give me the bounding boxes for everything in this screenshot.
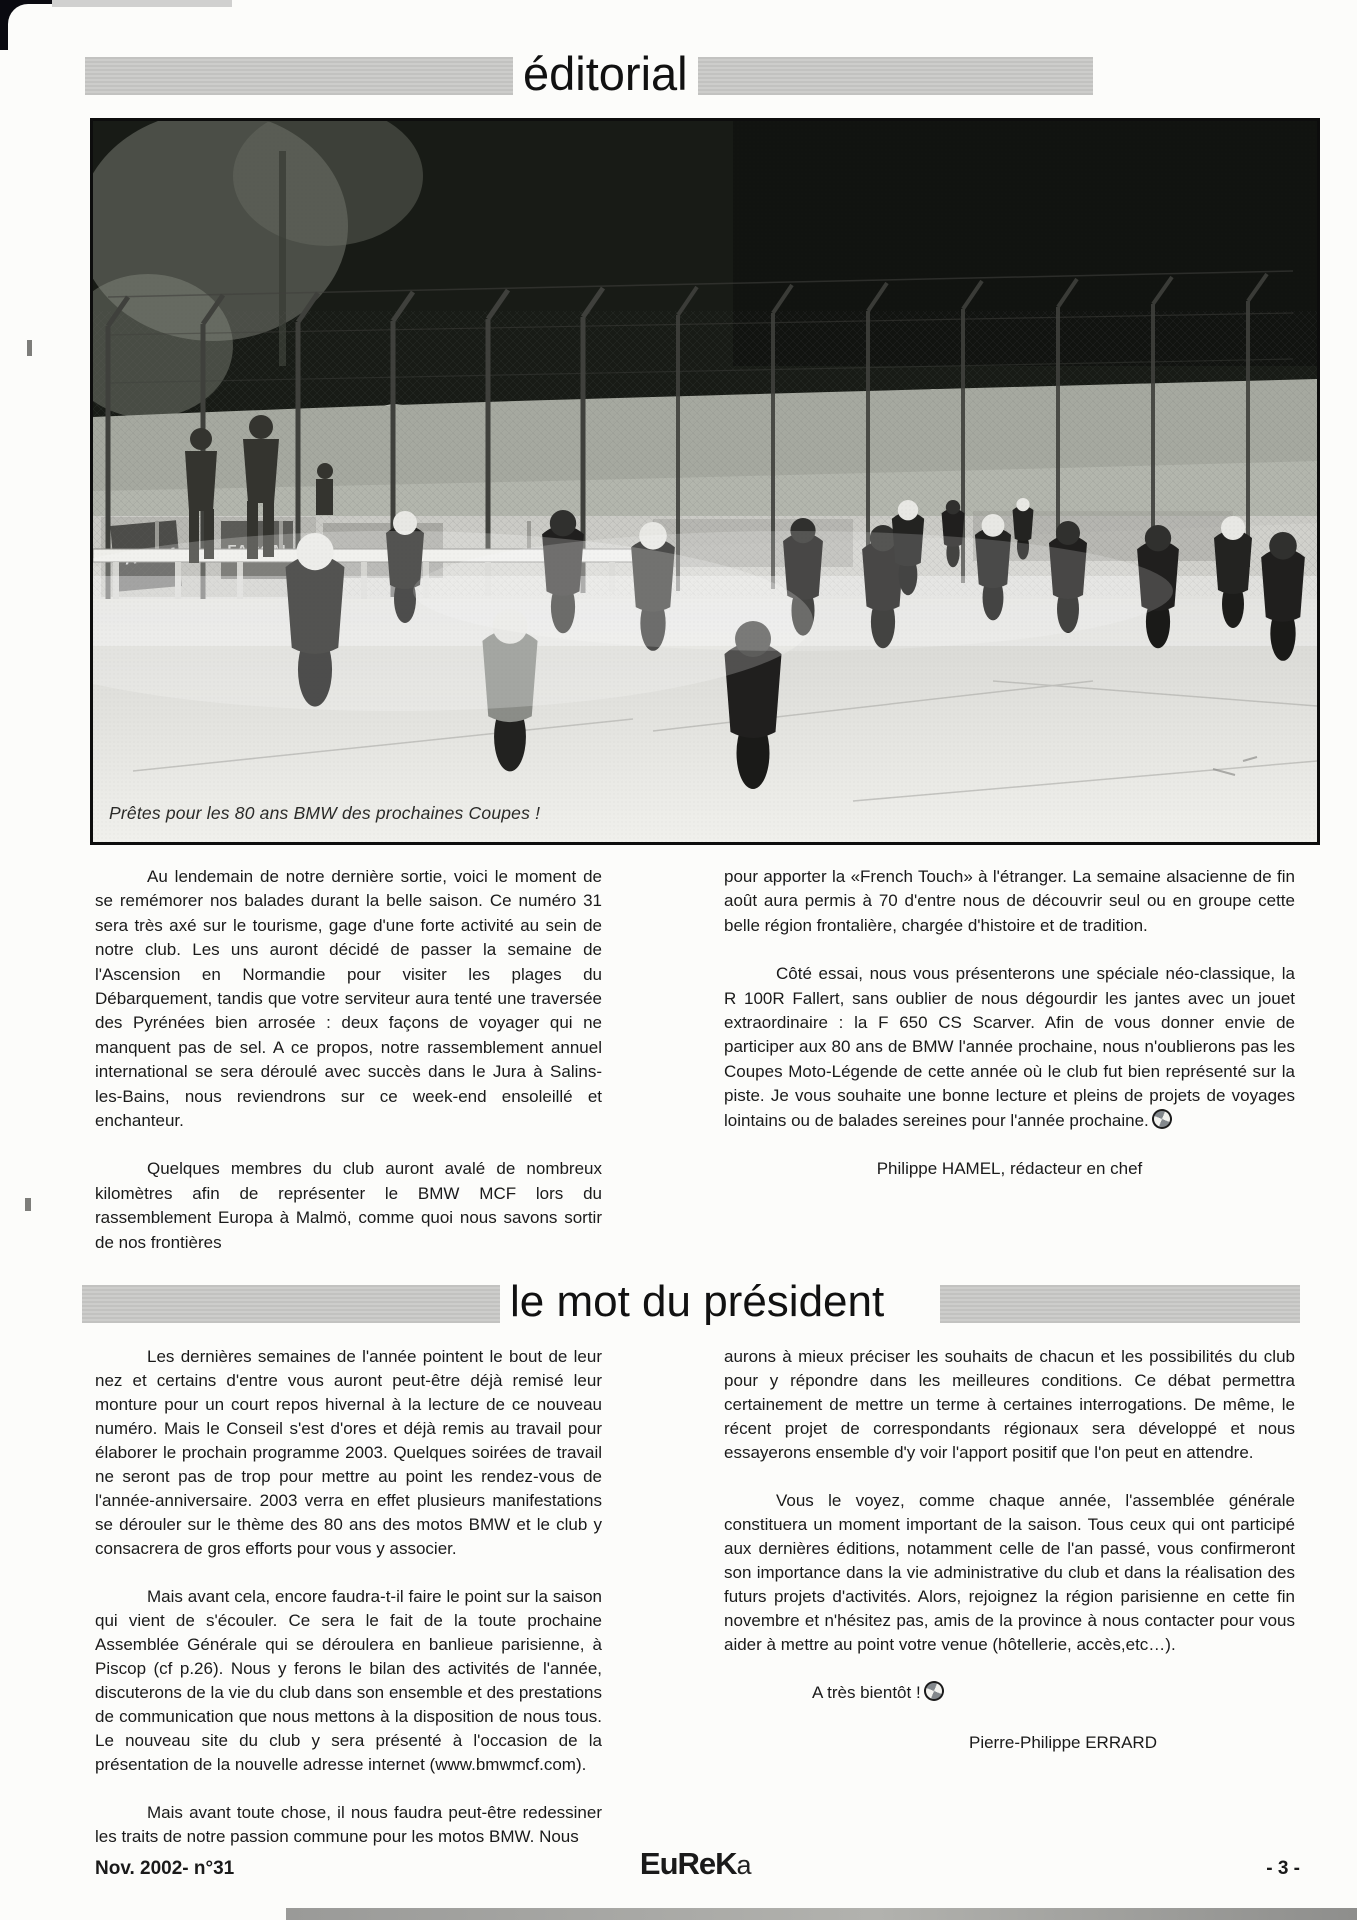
editorial-section xyxy=(95,865,1295,1255)
footer-logo xyxy=(640,1846,751,1882)
president-closing-text: A très bientôt ! xyxy=(812,1683,921,1702)
photo-caption: Prêtes pour les 80 ans BMW des prochaines Coupes ! xyxy=(109,803,541,823)
margin-tick xyxy=(27,340,32,356)
president-left-p2: Mais avant cela, encore faudra-t-il faire le point sur la saison qui vient de s'écouler. Ce sera le fait de la toute prochaine Assemblée Générale qui se déroulera en banlieue parisienne, à Piscop (cf p.26). Nous y ferons le bilan des activités de l'année, discuterons de la vie du club dans son ensemble et des prestations de communication que nous mettons à la disposition de nous tous. Le nouveau site du club y sera présenté à l'occasion de la présentation de la nouvelle adresse internet (www.bmwmcf.com). xyxy=(95,1587,602,1774)
footer-logo-light: a xyxy=(736,1850,751,1880)
president-right-p2: Vous le voyez, comme chaque année, l'assemblée générale constituera un moment important de la saison. Tous ceux qui ont participé aux dernières éditions, notamment celle de l'an passé, vous confirmeront son importance dans la vie administrative du club et dans la réalisation des futurs projets d'activités. Alors, rejoignez la région parisienne en cette fin novembre et n'hésitez pas, amis de la province à nous contacter pour vous aider à mettre au point votre venue (hôtellerie, accès,etc…). xyxy=(724,1491,1295,1654)
editorial-title: éditorial xyxy=(513,45,698,103)
header-bar-left xyxy=(82,1285,502,1323)
scan-edge-artifact xyxy=(52,0,232,7)
president-right-column xyxy=(724,1345,1295,1849)
page-footer xyxy=(95,1846,1300,1882)
president-left-p1: Les dernières semaines de l'année pointent le bout de leur nez et certains d'entre vous auront peut-être déjà remisé leur monture pour un court repos hivernal à la lecture de ce nouveau numéro. Mais le Conseil s'est d'ores et déjà remis au travail pour élaborer le prochain programme 2003. Quelques soirées de travail ne seront pas de trop pour mettre au point les rendez-vous de l'année-anniversaire. 2003 verra en effet plusieurs manifestations se dérouler sur le thème des 80 ans des motos BMW et le club y consacrera de gros efforts pour vous y associer. xyxy=(95,1347,602,1558)
footer-logo-bold: EuReK xyxy=(639,1846,737,1881)
editorial-right-p2 xyxy=(724,962,1295,1133)
president-left-p3: Mais avant toute chose, il nous faudra peut-être redessiner les traits de notre passion commune pour les motos BMW. Nous xyxy=(95,1803,602,1846)
footer-issue: Nov. 2002- n°31 xyxy=(95,1858,235,1879)
editorial-signature: Philippe HAMEL, rédacteur en chef xyxy=(876,1159,1143,1179)
race-photo xyxy=(90,118,1320,845)
bmw-roundel-icon xyxy=(921,1678,947,1704)
race-photo-illustration xyxy=(93,121,1317,842)
president-section xyxy=(95,1345,1295,1849)
header-bar-right xyxy=(693,57,1093,95)
editorial-left-p1: Au lendemain de notre dernière sortie, voici le moment de se remémorer nos balades durant la belle saison. Ce numéro 31 sera très axé sur le tourisme, gage d'une forte activité au sein de notre club. Les uns auront décidé de passer la semaine de l'Ascension en Normandie pour visiter les plages du Débarquement, tandis que votre serviteur aura tenté une traversée des Pyrénées bien arrosée : deux façons de voyager qui ne manquent pas de sel. A ce propos, notre rassemblement annuel international se sera déroulé avec succès dans le Jura à Salins-les-Bains, nous reviendrons sur ce week-end ensoleillé et enchanteur. xyxy=(95,867,602,1131)
margin-tick xyxy=(25,1198,31,1211)
president-closing xyxy=(812,1681,1295,1705)
editorial-right-p2-text: Côté essai, nous vous présenterons une spéciale néo-classique, la R 100R Fallert, sans oublier de nous dégourdir les jantes avec un jouet extraordinaire : la F 650 CS Scarver. Afin de vous donner envie de participer aux 80 ans de BMW l'année prochaine, nous n'oublierons pas les Coupes Moto-Légende de cette année où le club fut bien représenté sur la piste. Je vous souhaite une bonne lecture et pleins de projets de voyages lointains ou de balades sereines pour l'année prochaine. xyxy=(724,964,1295,1130)
editorial-left-column xyxy=(95,865,602,1255)
bottom-scan-strip xyxy=(286,1908,1357,1920)
president-header-band xyxy=(82,1277,1300,1326)
bmw-roundel-icon xyxy=(1149,1106,1175,1132)
editorial-right-p1: pour apporter la «French Touch» à l'étranger. La semaine alsacienne de fin août aura permis à 70 d'entre nous de découvrir seul ou en groupe cette belle région frontalière, chargée d'histoire et de tradition. xyxy=(724,867,1295,935)
president-title: le mot du président xyxy=(500,1274,894,1330)
editorial-right-column xyxy=(724,865,1295,1255)
editorial-header-band xyxy=(85,47,1093,100)
president-left-column xyxy=(95,1345,602,1849)
header-bar-right xyxy=(940,1285,1300,1323)
president-right-p1: aurons à mieux préciser les souhaits de chacun et les possibilités du club pour y répondre dans les meilleures conditions. Ce débat permettra certainement de mettre un terme à certaines interrogations. De même, le récent projet de correspondants régionaux sera développé et nous essayerons ensemble d'y voir l'apport positif que l'on peut en attendre. xyxy=(724,1347,1295,1462)
president-signature: Pierre-Philippe ERRARD xyxy=(968,1733,1157,1752)
page-rounded-corner xyxy=(8,4,52,50)
header-bar-left xyxy=(85,57,522,95)
editorial-left-p2: Quelques membres du club auront avalé de nombreux kilomètres afin de représenter le BMW MCF lors du rassemblement Europa à Malmö, comme quoi nous savons sortir de nos frontières xyxy=(95,1159,602,1252)
footer-page-number: - 3 - xyxy=(1266,1858,1300,1879)
